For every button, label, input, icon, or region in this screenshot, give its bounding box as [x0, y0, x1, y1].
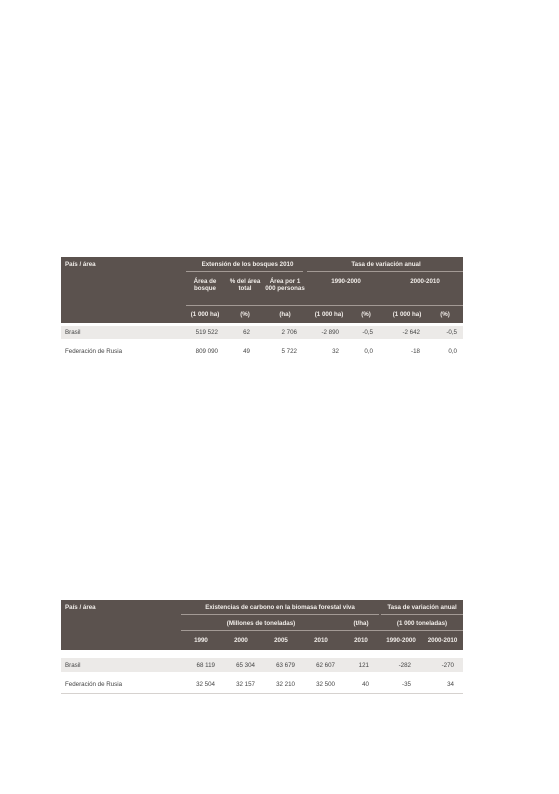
pct-subheader: % del área total: [229, 278, 261, 293]
header-divider: [181, 614, 379, 615]
period-header: 1990-2000: [386, 637, 416, 644]
country-cell: Federación de Rusia: [65, 348, 123, 355]
header-divider: [381, 614, 463, 615]
value-cell: -0,5: [362, 329, 373, 336]
unit-label: (1 000 ha): [190, 311, 220, 318]
year-header: 2010: [314, 637, 328, 644]
value-cell: -18: [411, 348, 420, 355]
value-cell: -0,5: [446, 329, 457, 336]
header-divider: [307, 271, 463, 272]
unit-label: (%): [240, 311, 250, 318]
table-row: [61, 345, 463, 358]
per1000-subheader: Área por 1 000 personas: [265, 278, 305, 293]
country-cell: Federación de Rusia: [65, 681, 123, 688]
country-column-header: País / área: [65, 604, 96, 611]
country-column-header: País / área: [65, 261, 96, 268]
forest-extent-table: [61, 257, 463, 371]
country-cell: Brasil: [65, 662, 81, 669]
header-divider: [186, 271, 303, 272]
unit-label: (ha): [279, 311, 291, 318]
value-cell: 68 119: [196, 662, 215, 669]
unit-label: (%): [361, 311, 371, 318]
value-cell: -282: [398, 662, 411, 669]
value-cell: -2 890: [321, 329, 339, 336]
carbon-stock-table: [61, 600, 463, 695]
value-cell: -2 642: [402, 329, 420, 336]
unit-label: (1 000 ha): [392, 311, 422, 318]
value-cell: -270: [441, 662, 454, 669]
value-cell: 2 706: [281, 329, 297, 336]
value-cell: 32: [332, 348, 339, 355]
rate-group-header: Tasa de variación anual: [387, 604, 457, 611]
value-cell: 0,0: [364, 348, 373, 355]
carbon-group-header: Existencias de carbono en la biomasa forestal viva: [205, 604, 355, 611]
table-bottom-border: [61, 693, 463, 694]
header-divider: [181, 630, 463, 631]
unit-label: (1 000 toneladas): [396, 620, 448, 627]
year-header: 2010: [354, 637, 368, 644]
value-cell: 5 722: [281, 348, 297, 355]
value-cell: 32 210: [276, 681, 295, 688]
value-cell: 121: [358, 662, 369, 669]
table-row: [61, 678, 463, 691]
year-header: 2005: [274, 637, 288, 644]
value-cell: 62: [243, 329, 250, 336]
year-header: 2000: [234, 637, 248, 644]
country-cell: Brasil: [65, 329, 81, 336]
value-cell: 519 522: [195, 329, 218, 336]
period-header: 2000-2010: [427, 637, 458, 644]
table-row: [61, 658, 463, 672]
value-cell: 34: [447, 681, 454, 688]
unit-label: (%): [440, 311, 450, 318]
unit-label: (1 000 ha): [314, 311, 344, 318]
extent-group-header: Extensión de los bosques 2010: [201, 261, 294, 268]
value-cell: -35: [402, 681, 411, 688]
value-cell: 32 157: [236, 681, 255, 688]
value-cell: 0,0: [448, 348, 457, 355]
area-subheader: Área de bosque: [193, 278, 217, 293]
header-divider: [186, 305, 463, 306]
unit-label: (Millones de toneladas): [226, 620, 296, 627]
value-cell: 62 607: [316, 662, 335, 669]
value-cell: 809 090: [195, 348, 218, 355]
table-row: [61, 326, 463, 339]
value-cell: 49: [243, 348, 250, 355]
period2-subheader: 2000-2010: [410, 278, 440, 285]
value-cell: 32 504: [196, 681, 215, 688]
table-header: [61, 257, 463, 323]
year-header: 1990: [194, 637, 208, 644]
table-header: [61, 600, 463, 650]
value-cell: 63 679: [276, 662, 295, 669]
rate-group-header: Tasa de variación anual: [351, 261, 421, 268]
unit-label: (t/ha): [353, 620, 369, 627]
value-cell: 65 304: [236, 662, 255, 669]
value-cell: 40: [362, 681, 369, 688]
value-cell: 32 500: [316, 681, 335, 688]
period1-subheader: 1990-2000: [331, 278, 361, 285]
